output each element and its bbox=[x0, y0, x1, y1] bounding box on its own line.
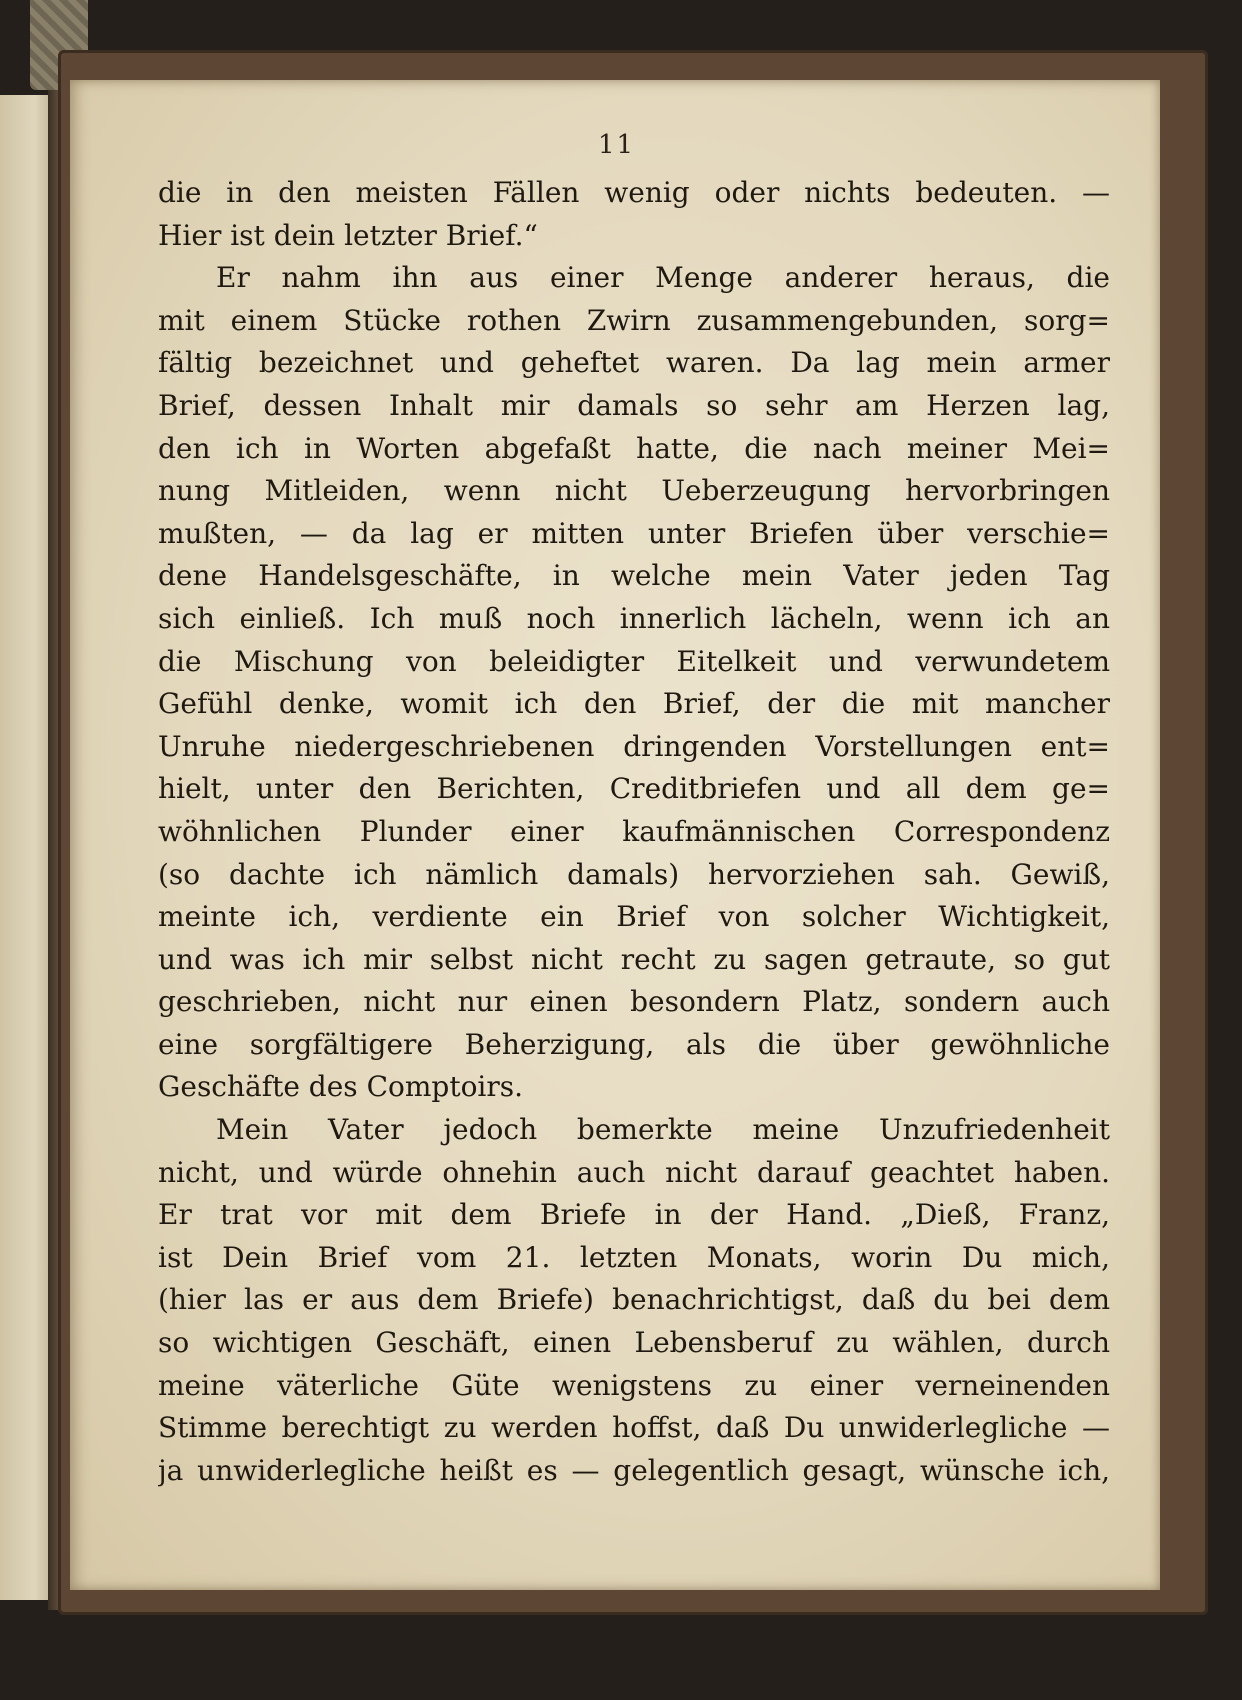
text-line: und was ich mir selbst nicht recht zu sagen getraute, so gut bbox=[158, 942, 1110, 976]
text-line: sich einließ. Ich muß noch innerlich lächeln, wenn ich an bbox=[158, 601, 1110, 635]
text-line: meine väterliche Güte wenigstens zu einer verneinenden bbox=[158, 1368, 1110, 1402]
text-line: Er nahm ihn aus einer Menge anderer heraus, die bbox=[216, 261, 1110, 295]
text-line: Gefühl denke, womit ich den Brief, der die mit mancher bbox=[158, 687, 1110, 721]
text-line: ist Dein Brief vom 21. letzten Monats, worin Du mich, bbox=[158, 1240, 1110, 1274]
text-line: nung Mitleiden, wenn nicht Ueberzeugung hervorbringen bbox=[158, 474, 1110, 508]
text-line: (hier las er aus dem Briefe) benachrichtigst, daß du bei dem bbox=[158, 1283, 1110, 1317]
text-line: Hier ist dein letzter Brief.“ bbox=[158, 218, 538, 252]
text-line: den ich in Worten abgefaßt hatte, die nach meiner Mei= bbox=[158, 431, 1110, 465]
text-line: ja unwiderlegliche heißt es — gelegentlich gesagt, wünsche ich, bbox=[158, 1453, 1110, 1487]
text-line: Unruhe niedergeschriebenen dringenden Vorstellungen ent= bbox=[158, 729, 1110, 763]
text-line: Er trat vor mit dem Briefe in der Hand. „Dieß, Franz, bbox=[158, 1198, 1110, 1232]
text-line: (so dachte ich nämlich damals) hervorziehen sah. Gewiß, bbox=[158, 857, 1110, 891]
text-line: nicht, und würde ohnehin auch nicht darauf geachtet haben. bbox=[158, 1155, 1110, 1189]
text-line: die Mischung von beleidigter Eitelkeit und verwundetem bbox=[158, 644, 1110, 678]
text-line: wöhnlichen Plunder einer kaufmännischen Correspondenz bbox=[158, 814, 1110, 848]
text-line: eine sorgfältigere Beherzigung, als die über gewöhnliche bbox=[158, 1027, 1110, 1061]
text-line: die in den meisten Fällen wenig oder nichts bedeuten. — bbox=[158, 176, 1110, 209]
page-number: 11 bbox=[598, 130, 636, 160]
text-line: geschrieben, nicht nur einen besondern Platz, sondern auch bbox=[158, 985, 1110, 1019]
text-line: Brief, dessen Inhalt mir damals so sehr am Herzen lag, bbox=[158, 388, 1110, 422]
text-line: Geschäfte des Comptoirs. bbox=[158, 1070, 524, 1104]
text-line: Mein Vater jedoch bemerkte meine Unzufriedenheit bbox=[216, 1113, 1110, 1147]
text-line: dene Handelsgeschäfte, in welche mein Vater jeden Tag bbox=[158, 559, 1110, 593]
text-line: so wichtigen Geschäft, einen Lebensberuf zu wählen, durch bbox=[158, 1326, 1110, 1360]
text-line: Stimme berechtigt zu werden hoffst, daß Du unwiderlegliche — bbox=[158, 1411, 1110, 1445]
text-line: hielt, unter den Berichten, Creditbriefen und all dem ge= bbox=[158, 772, 1110, 806]
body-text bbox=[158, 172, 1110, 1492]
text-line: mit einem Stücke rothen Zwirn zusammengebunden, sorg= bbox=[158, 303, 1110, 337]
text-line: mußten, — da lag er mitten unter Briefen über verschie= bbox=[158, 516, 1110, 550]
text-line: meinte ich, verdiente ein Brief von solcher Wichtigkeit, bbox=[158, 900, 1110, 934]
text-line: fältig bezeichnet und geheftet waren. Da lag mein armer bbox=[158, 346, 1110, 380]
